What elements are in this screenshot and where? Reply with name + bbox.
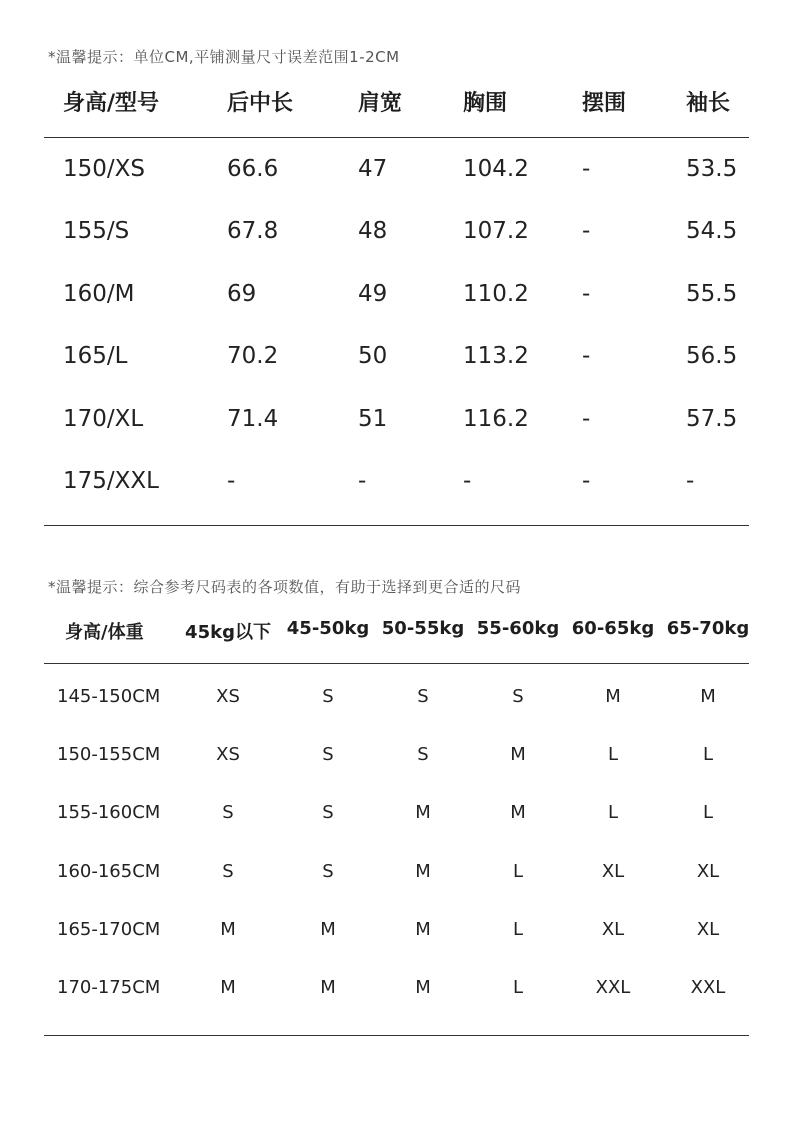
size-table-header (0, 86, 790, 122)
cell: - (582, 156, 591, 182)
cell: 160/M (63, 281, 135, 307)
cell: - (582, 343, 591, 369)
cell: 160-165CM (57, 861, 161, 882)
cell: M (700, 686, 716, 707)
cell: 51 (358, 406, 388, 432)
cell: 170-175CM (57, 977, 161, 998)
cell: XL (696, 919, 720, 940)
cell: S (417, 686, 429, 707)
cell: S (512, 686, 524, 707)
cell: L (607, 802, 619, 823)
cell: M (320, 977, 336, 998)
cell: 165/L (63, 343, 128, 369)
size-note: *温馨提示：单位CM,平铺测量尺寸误差范围1-2CM (48, 48, 400, 66)
table-row (0, 156, 790, 190)
cell: 50 (358, 343, 388, 369)
table-row (0, 218, 790, 252)
cell: M (415, 977, 431, 998)
size-table-top-divider (44, 137, 749, 138)
reference-table-bottom-divider (44, 1035, 749, 1036)
cell: - (582, 468, 591, 494)
cell: S (417, 744, 429, 765)
cell: M (510, 744, 526, 765)
header-weight-range: 50-55kg (381, 618, 465, 639)
cell: M (415, 919, 431, 940)
cell: M (415, 861, 431, 882)
cell: M (220, 977, 236, 998)
cell: M (220, 919, 236, 940)
cell: XXL (690, 977, 726, 998)
cell: 113.2 (463, 343, 529, 369)
cell: L (512, 919, 524, 940)
header-weight-range: 60-65kg (571, 618, 655, 639)
cell: M (415, 802, 431, 823)
cell: S (322, 744, 334, 765)
cell: M (605, 686, 621, 707)
cell: - (686, 468, 695, 494)
cell: 57.5 (686, 406, 738, 432)
cell: 145-150CM (57, 686, 161, 707)
header-weight-range: 45-50kg (286, 618, 370, 639)
cell: XL (696, 861, 720, 882)
cell: 170/XL (63, 406, 144, 432)
cell: 155-160CM (57, 802, 161, 823)
header-chest: 胸围 (463, 91, 508, 116)
cell: 47 (358, 156, 388, 182)
cell: 104.2 (463, 156, 529, 182)
table-row (0, 861, 790, 889)
cell: - (582, 406, 591, 432)
cell: L (702, 802, 714, 823)
header-back-length: 后中长 (227, 91, 294, 116)
cell: 48 (358, 218, 388, 244)
header-sleeve: 袖长 (686, 91, 731, 116)
cell: - (582, 218, 591, 244)
cell: 110.2 (463, 281, 529, 307)
cell: XXL (595, 977, 631, 998)
reference-table-header (0, 618, 790, 648)
header-weight-range: 65-70kg (666, 618, 750, 639)
cell: 56.5 (686, 343, 738, 369)
cell: 55.5 (686, 281, 738, 307)
cell: L (607, 744, 619, 765)
cell: 49 (358, 281, 388, 307)
table-row (0, 919, 790, 947)
cell: 165-170CM (57, 919, 161, 940)
cell: S (322, 802, 334, 823)
size-table-bottom-divider (44, 525, 749, 526)
header-height-size: 身高/型号 (63, 91, 160, 116)
cell: 69 (227, 281, 257, 307)
cell: XS (216, 686, 240, 707)
cell: S (322, 861, 334, 882)
cell: 71.4 (227, 406, 279, 432)
cell: 116.2 (463, 406, 529, 432)
cell: 53.5 (686, 156, 738, 182)
table-row (0, 977, 790, 1005)
cell: - (582, 281, 591, 307)
cell: 67.8 (227, 218, 279, 244)
header-shoulder: 肩宽 (358, 91, 403, 116)
cell: XL (601, 919, 625, 940)
cell: - (463, 468, 472, 494)
cell: XL (601, 861, 625, 882)
cell: - (358, 468, 367, 494)
reference-table-top-divider (44, 663, 749, 664)
cell: M (320, 919, 336, 940)
header-hem: 摆围 (582, 91, 627, 116)
cell: 150/XS (63, 156, 146, 182)
table-row (0, 343, 790, 377)
cell: 175/XXL (63, 468, 159, 494)
reference-note: *温馨提示：综合参考尺码表的各项数值，有助于选择到更合适的尺码 (48, 578, 522, 596)
header-weight-range: 45kg以下 (185, 622, 271, 643)
cell: 150-155CM (57, 744, 161, 765)
cell: 107.2 (463, 218, 529, 244)
table-row (0, 468, 790, 502)
cell: 155/S (63, 218, 130, 244)
cell: S (322, 686, 334, 707)
cell: XS (216, 744, 240, 765)
cell: M (510, 802, 526, 823)
table-row (0, 281, 790, 315)
cell: 66.6 (227, 156, 279, 182)
cell: L (702, 744, 714, 765)
table-row (0, 744, 790, 772)
table-row (0, 802, 790, 830)
header-height-weight: 身高/体重 (65, 622, 144, 643)
cell: S (222, 802, 234, 823)
cell: S (222, 861, 234, 882)
cell: L (512, 861, 524, 882)
table-row (0, 686, 790, 714)
header-weight-range: 55-60kg (476, 618, 560, 639)
cell: L (512, 977, 524, 998)
cell: 54.5 (686, 218, 738, 244)
cell: - (227, 468, 236, 494)
table-row (0, 406, 790, 440)
cell: 70.2 (227, 343, 279, 369)
